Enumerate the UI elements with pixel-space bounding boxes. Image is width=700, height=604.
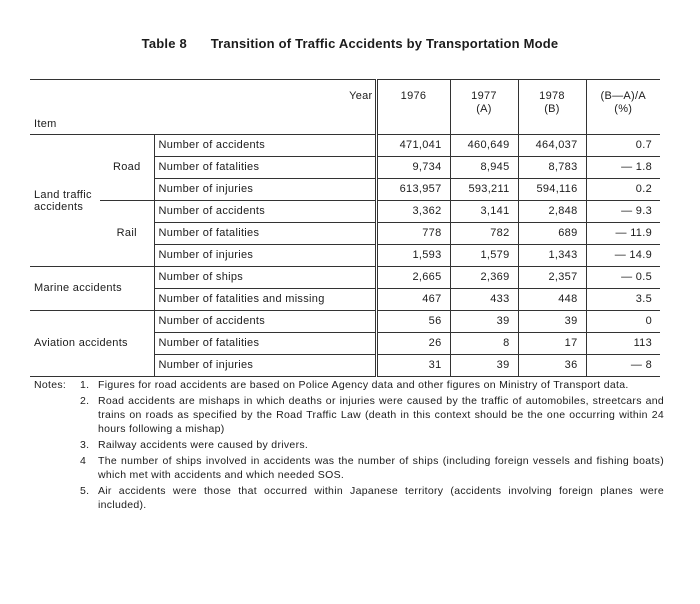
cell-1978: 1,343 <box>518 245 586 267</box>
cell-1976: 31 <box>376 355 450 377</box>
aviation-group-label: Aviation accidents <box>30 311 154 377</box>
cell-change: 0.7 <box>586 135 660 157</box>
cell-1976: 2,665 <box>376 267 450 289</box>
year-item-header <box>30 80 376 135</box>
row-label: Number of ships <box>154 267 376 289</box>
row-label: Number of injuries <box>154 355 376 377</box>
cell-1977: 3,141 <box>450 201 518 223</box>
table-title <box>0 36 700 51</box>
col-1977-header: 1977 (A) <box>450 80 518 135</box>
row-label: Number of accidents <box>154 201 376 223</box>
table-row <box>30 135 660 157</box>
cell-1978: 2,357 <box>518 267 586 289</box>
cell-1978: 464,037 <box>518 135 586 157</box>
accidents-table <box>30 79 660 377</box>
cell-change: — 9.3 <box>586 201 660 223</box>
rail-subgroup-label: Rail <box>100 201 154 267</box>
cell-1976: 56 <box>376 311 450 333</box>
cell-change: — 11.9 <box>586 223 660 245</box>
marine-group-label: Marine accidents <box>30 267 154 311</box>
note-text: Figures for road accidents are based on Police Agency data and other figures on Ministry of Transport data. <box>98 379 629 391</box>
cell-1976: 778 <box>376 223 450 245</box>
note-text: The number of ships involved in accidents was the number of ships (including foreign vessels and fishing boats) which met with accidents and which needed SOS. <box>98 455 664 481</box>
cell-1977: 460,649 <box>450 135 518 157</box>
cell-1977: 2,369 <box>450 267 518 289</box>
cell-1978: 594,116 <box>518 179 586 201</box>
cell-1977: 39 <box>450 355 518 377</box>
row-label: Number of fatalities <box>154 223 376 245</box>
cell-1976: 613,957 <box>376 179 450 201</box>
header-row <box>30 80 660 135</box>
note-item <box>34 378 664 392</box>
cell-1977: 8 <box>450 333 518 355</box>
note-text: Railway accidents were caused by drivers. <box>98 439 309 451</box>
row-label: Number of fatalities <box>154 157 376 179</box>
col-1978-header: 1978 (B) <box>518 80 586 135</box>
cell-1978: 17 <box>518 333 586 355</box>
cell-1977: 782 <box>450 223 518 245</box>
note-number: 2. <box>80 395 90 407</box>
row-label: Number of fatalities and missing <box>154 289 376 311</box>
row-label: Number of fatalities <box>154 333 376 355</box>
cell-change: 0 <box>586 311 660 333</box>
cell-change: — 0.5 <box>586 267 660 289</box>
cell-1977: 433 <box>450 289 518 311</box>
cell-change: 0.2 <box>586 179 660 201</box>
cell-change: 113 <box>586 333 660 355</box>
cell-1978: 8,783 <box>518 157 586 179</box>
year-label: Year <box>349 90 373 102</box>
item-label: Item <box>34 118 57 130</box>
cell-1978: 36 <box>518 355 586 377</box>
cell-1977: 39 <box>450 311 518 333</box>
note-text: Road accidents are mishaps in which deaths or injuries were caused by the traffic of automobiles, streetcars and trains on roads as specified by the Road Traffic Law (death in this context should be the one occurring within 24 hours following a mishap) <box>98 395 664 435</box>
table-row <box>30 311 660 333</box>
cell-1978: 689 <box>518 223 586 245</box>
note-number: 1. <box>80 379 90 391</box>
cell-1978: 448 <box>518 289 586 311</box>
cell-1977: 8,945 <box>450 157 518 179</box>
cell-change: — 1.8 <box>586 157 660 179</box>
note-number: 4 <box>80 455 87 467</box>
note-number: 5. <box>80 485 90 497</box>
row-label: Number of accidents <box>154 135 376 157</box>
cell-1976: 3,362 <box>376 201 450 223</box>
cell-change: — 14.9 <box>586 245 660 267</box>
table-number: Table 8 <box>141 36 187 51</box>
row-label: Number of injuries <box>154 179 376 201</box>
col-1976-header: 1976 <box>376 80 450 135</box>
cell-1978: 39 <box>518 311 586 333</box>
land-group-label: Land traffic accidents <box>34 188 92 213</box>
row-label: Number of injuries <box>154 245 376 267</box>
cell-1978: 2,848 <box>518 201 586 223</box>
cell-1976: 471,041 <box>376 135 450 157</box>
cell-change: — 8 <box>586 355 660 377</box>
note-item <box>34 484 664 512</box>
cell-1977: 593,211 <box>450 179 518 201</box>
table-row <box>30 201 660 223</box>
cell-1976: 467 <box>376 289 450 311</box>
table-row <box>30 267 660 289</box>
cell-change: 3.5 <box>586 289 660 311</box>
row-label: Number of accidents <box>154 311 376 333</box>
cell-1976: 26 <box>376 333 450 355</box>
note-number: 3. <box>80 439 90 451</box>
note-item <box>34 454 664 482</box>
note-item <box>34 394 664 436</box>
col-change-header: (B—A)/A (%) <box>586 80 660 135</box>
table-title-text: Transition of Traffic Accidents by Transportation Mode <box>210 36 559 51</box>
notes-section <box>34 378 664 514</box>
road-subgroup-label: Road <box>100 135 154 201</box>
cell-1976: 9,734 <box>376 157 450 179</box>
cell-1976: 1,593 <box>376 245 450 267</box>
note-item <box>34 438 664 452</box>
cell-1977: 1,579 <box>450 245 518 267</box>
notes-lead: Notes: <box>34 379 67 391</box>
note-text: Air accidents were those that occurred within Japanese territory (accidents involving foreign planes were included). <box>98 485 664 511</box>
